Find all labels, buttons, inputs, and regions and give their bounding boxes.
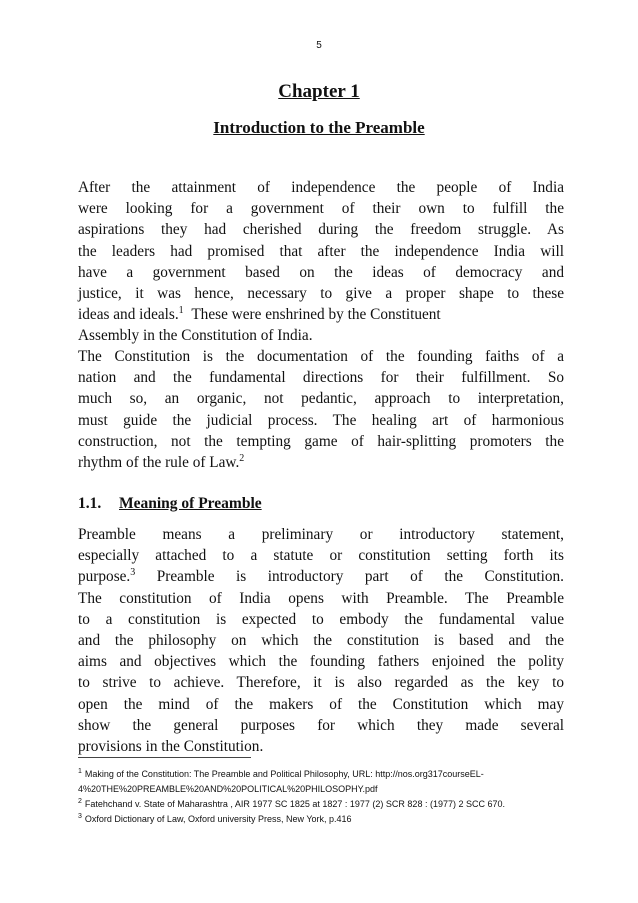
footnote-line xyxy=(78,797,568,812)
paragraph-line: show the general purposes for which they made several xyxy=(78,716,564,734)
footnote-marker: 2 xyxy=(78,798,82,805)
paragraph-line: were looking for a government of their own to fulfill the xyxy=(78,200,564,218)
paragraph-3 xyxy=(78,524,564,757)
paragraph-line: The constitution of India opens with Preamble. The Preamble xyxy=(78,589,564,607)
paragraph-line: and the philosophy on which the constitution is based and the xyxy=(78,632,564,650)
footnote-line xyxy=(78,812,568,827)
footnote-reference[interactable]: 2 xyxy=(239,453,245,465)
footnote-reference[interactable]: 1 xyxy=(178,305,184,317)
footnote-3 xyxy=(78,812,568,827)
paragraph-line xyxy=(78,566,564,587)
paragraph-line: Assembly in the Constitution of India. xyxy=(78,327,313,345)
footnote-marker: 1 xyxy=(78,768,82,775)
paragraph-line: to a constitution is expected to embody the fundamental value xyxy=(78,610,564,628)
paragraph-line: construction, not the tempting game of hair-splitting promoters the xyxy=(78,432,564,450)
footnotes xyxy=(78,767,568,827)
section-number: 1.1. xyxy=(78,495,102,512)
paragraph-line: justice, it was hence, necessary to give a proper shape to these xyxy=(78,285,564,303)
paragraph-line: especially attached to a statute or constitution setting forth its xyxy=(78,547,564,565)
footnote-text: Making of the Constitution: The Preamble and Political Philosophy, URL: http://nos.org317courseEL- xyxy=(84,769,484,779)
paragraph-line: open the mind of the makers of the Constitution which may xyxy=(78,695,564,713)
paragraph-text: rhythm of the rule of Law. xyxy=(78,454,240,472)
footnote-1 xyxy=(78,767,568,797)
footnote-line xyxy=(78,767,568,782)
footnote-divider xyxy=(78,757,251,758)
paragraph-1 xyxy=(78,177,564,347)
section-title: Meaning of Preamble xyxy=(119,495,262,512)
paragraph-line: aims and objectives which the founding fathers enjoined the polity xyxy=(78,653,564,671)
footnote-text: Fatehchand v. State of Maharashtra , AIR 1977 SC 1825 at 1827 : 1977 (2) SCR 828 : (1977) 2 SCC 670. xyxy=(84,799,505,809)
paragraph-line: aspirations they had cherished during the freedom struggle. As xyxy=(78,221,564,239)
footnote-text: Oxford Dictionary of Law, Oxford university Press, New York, p.416 xyxy=(84,814,352,824)
paragraph-text: ideas and ideals. xyxy=(78,306,179,324)
footnote-reference[interactable]: 3 xyxy=(130,567,136,579)
paragraph-2 xyxy=(78,346,564,473)
footnote-2 xyxy=(78,797,568,812)
footnote-url[interactable]: 4%20THE%20PREAMBLE%20AND%20POLITICAL%20PHILOSOPHY.pdf xyxy=(78,784,378,794)
paragraph-line: The Constitution is the documentation of the founding faiths of a xyxy=(78,348,564,365)
section-heading xyxy=(78,495,262,513)
footnote-marker: 3 xyxy=(78,813,82,820)
paragraph-line: provisions in the Constitution. xyxy=(78,738,264,756)
chapter-subtitle: Introduction to the Preamble xyxy=(213,118,425,137)
paragraph-line: After the attainment of independence the people of India xyxy=(78,179,564,196)
paragraph-text: Preamble is introductory part of the Constitution. xyxy=(156,568,565,586)
paragraph-line: the leaders had promised that after the independence India will xyxy=(78,242,564,260)
paragraph-line xyxy=(78,452,564,473)
paragraph-line: Preamble means a preliminary or introductory statement, xyxy=(78,526,564,543)
paragraph-line: nation and the fundamental directions for their fulfillment. So xyxy=(78,369,564,387)
paragraph-line: to strive to achieve. Therefore, it is also regarded as the key to xyxy=(78,674,564,692)
page-number: 5 xyxy=(316,40,322,51)
paragraph-text: These were enshrined by the Constituent xyxy=(191,306,441,324)
paragraph-line: have a government based on the ideas of democracy and xyxy=(78,263,564,281)
paragraph-line xyxy=(78,304,564,325)
paragraph-line: much so, an organic, not pedantic, approach to interpretation, xyxy=(78,390,564,408)
chapter-title: Chapter 1 xyxy=(278,81,360,102)
paragraph-text: purpose. xyxy=(78,568,131,586)
paragraph-line: must guide the judicial process. The healing art of harmonious xyxy=(78,411,564,429)
